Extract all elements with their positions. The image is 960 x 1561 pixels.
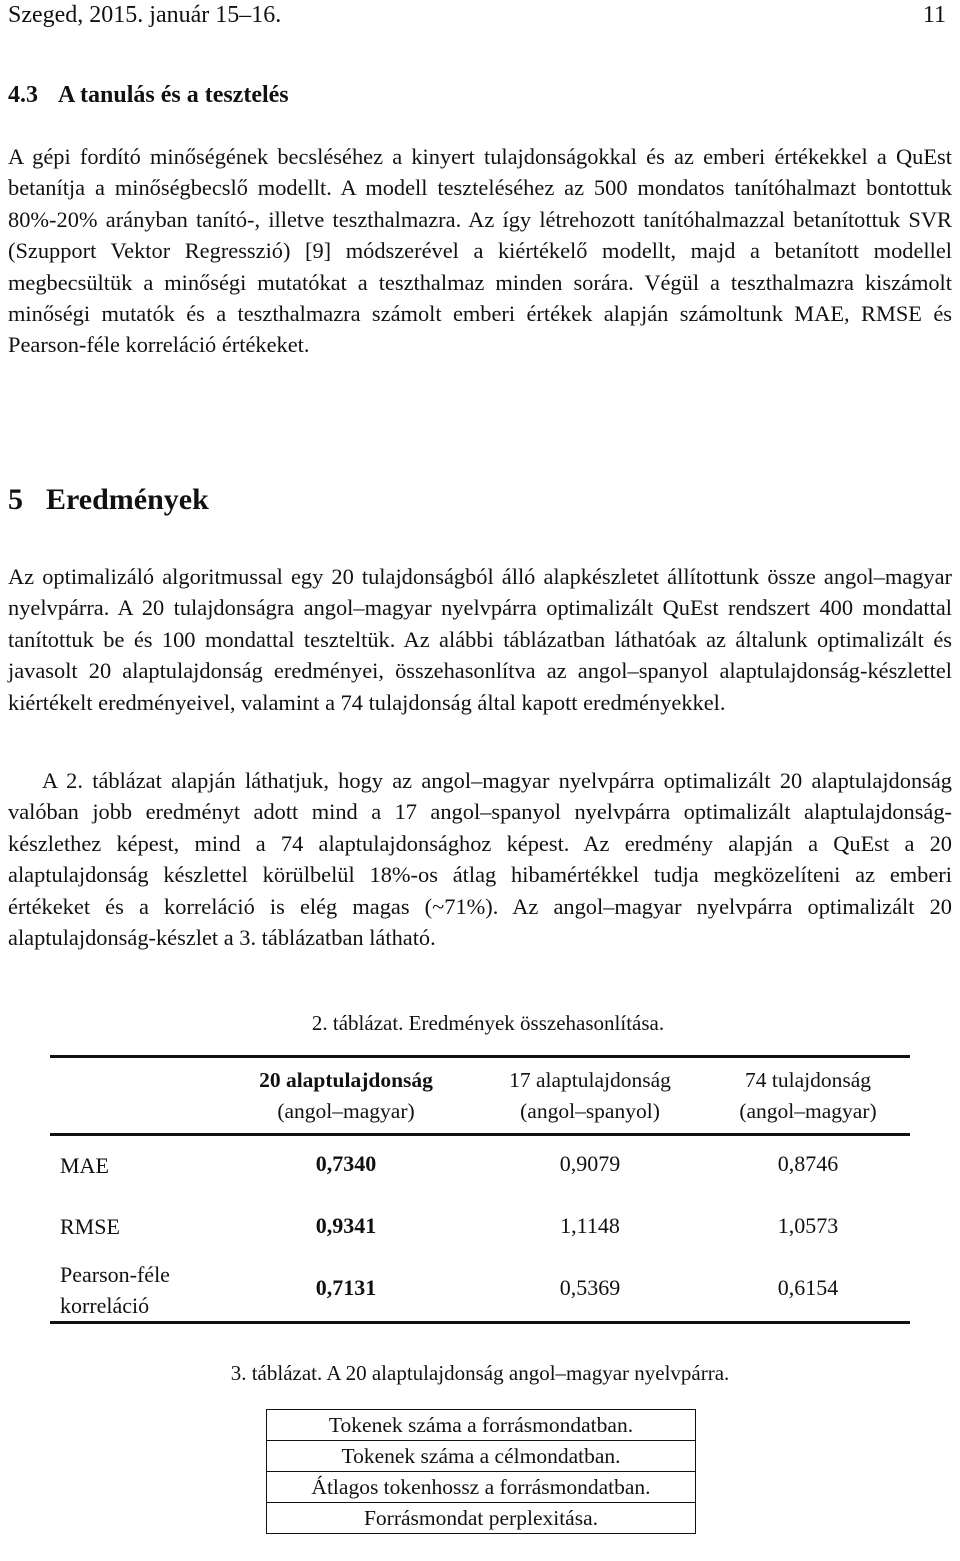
section-heading-5 (8, 483, 209, 517)
table-2-cell: 0,9079 (559, 1151, 621, 1176)
running-header-place-date: Szeged, 2015. január 15–16. (8, 2, 282, 28)
table-2-cell: 0,8746 (777, 1151, 839, 1176)
table-2-caption: 2. táblázat. Eredmények összehasonlítása. (311, 1011, 665, 1035)
row-label-line-1: Pearson-féle (60, 1262, 170, 1287)
section-title: A tanulás és a tesztelés (58, 82, 289, 108)
column-header-line-1: 17 alaptulajdonság (509, 1068, 671, 1092)
table-2-column-header (226, 1065, 466, 1127)
column-header-line-1: 20 alaptulajdonság (259, 1068, 433, 1092)
section-title: Eredmények (46, 483, 209, 516)
table-2-column-header (688, 1065, 928, 1127)
table-2-row-label (60, 1259, 170, 1321)
table-row (267, 1503, 696, 1534)
column-header-line-1: 74 tulajdonság (745, 1068, 871, 1092)
section-number: 5 (8, 483, 23, 516)
table-2-top-rule (50, 1055, 910, 1058)
section-4-3-paragraph: A gépi fordító minőségének becsléséhez a kinyert tulajdonságokkal és az emberi értékekkel a QuEst betanítja a minőségbecslő modellt. A modell teszteléséhez az 500 mondatos tanítóhalmazt bontottuk 80%-20% arányban tanító-, illetve teszthalmazra. Az így létrehozott tanítóhalmazzal betanítottuk SVR (Szupport Vektor Regresszió) [9] módszerével a kiértékelő modellt, majd a betanított modellel megbecsültük a minőségi mutatókat a teszthalmaz minden sorára. Végül a teszthalmazra kiszámolt minőségi mutatók és a teszthalmazra számolt emberi értékek alapján számoltunk MAE, RMSE és Pearson-féle korreláció értékeket. (8, 144, 952, 358)
table-2-column-header (470, 1065, 710, 1127)
table-2-bottom-rule (50, 1321, 910, 1324)
table-3-caption: 3. táblázat. A 20 alaptulajdonság angol–magyar nyelvpárra. (230, 1361, 730, 1385)
row-label-line-2: korreláció (60, 1293, 150, 1318)
table-3-cell: Átlagos tokenhossz a forrásmondatban. (267, 1472, 696, 1503)
table-2-cell: 1,0573 (777, 1213, 839, 1238)
table-2-cell: 0,6154 (777, 1275, 839, 1300)
table-2-row-label: MAE (60, 1153, 109, 1178)
table-2-cell: 0,7340 (315, 1151, 377, 1176)
section-5-paragraph-1: Az optimalizáló algoritmussal egy 20 tulajdonságból álló alapkészletet állítottunk össze angol–magyar nyelvpárra. A 20 tulajdonságra angol–magyar nyelvpárra optimalizált QuEst rendszert 400 mondattal tanítottuk be és 100 mondattal teszteltük. Az alábbi táblázatban láthatóak az általunk optimalizált és javasolt 20 alaptulajdonság eredményei, összehasonlítva az angol–spanyol alaptulajdonság-készlettel kiértékelt eredményeivel, valamint a 74 tulajdonság által kapott eredményekkel. (8, 564, 952, 715)
table-3-cell: Tokenek száma a célmondatban. (267, 1441, 696, 1472)
table-2-row-label: RMSE (60, 1214, 120, 1239)
column-header-line-2: (angol–magyar) (277, 1099, 415, 1123)
table-2-cell: 0,5369 (559, 1275, 621, 1300)
table-row (267, 1441, 696, 1472)
table-2-header-rule (50, 1133, 910, 1136)
column-header-line-2: (angol–spanyol) (520, 1099, 660, 1123)
table-row (267, 1410, 696, 1441)
table-2-cell: 0,9341 (315, 1213, 377, 1238)
table-3 (266, 1409, 696, 1534)
table-2-cell: 1,1148 (560, 1213, 620, 1238)
column-header-line-2: (angol–magyar) (739, 1099, 877, 1123)
section-5-paragraph-2: A 2. táblázat alapján láthatjuk, hogy az angol–magyar nyelvpárra optimalizált 20 alaptulajdonság valóban jobb eredményt adott mind a 17 angol–spanyol nyelvpárra optimalizált alaptulajdonság-készlethez képest, mind a 74 alaptulajdonsághoz képest. Az eredmény alapján a QuEst a 20 alaptulajdonság készlettel körülbelül 18%-os átlag hibamértékkel tudja megközelíteni az emberi értékeket és a korreláció is elég magas (~71%). Az angol–magyar nyelvpárra optimalizált 20 alaptulajdonság-készlet a 3. táblázatban látható. (8, 768, 952, 951)
page-number: 11 (922, 2, 946, 28)
table-row (267, 1472, 696, 1503)
section-number: 4.3 (8, 82, 38, 108)
section-heading-4-3 (8, 82, 289, 109)
table-3-cell: Tokenek száma a forrásmondatban. (267, 1410, 696, 1441)
table-3-cell: Forrásmondat perplexitása. (267, 1503, 696, 1534)
table-2-cell: 0,7131 (315, 1275, 377, 1300)
